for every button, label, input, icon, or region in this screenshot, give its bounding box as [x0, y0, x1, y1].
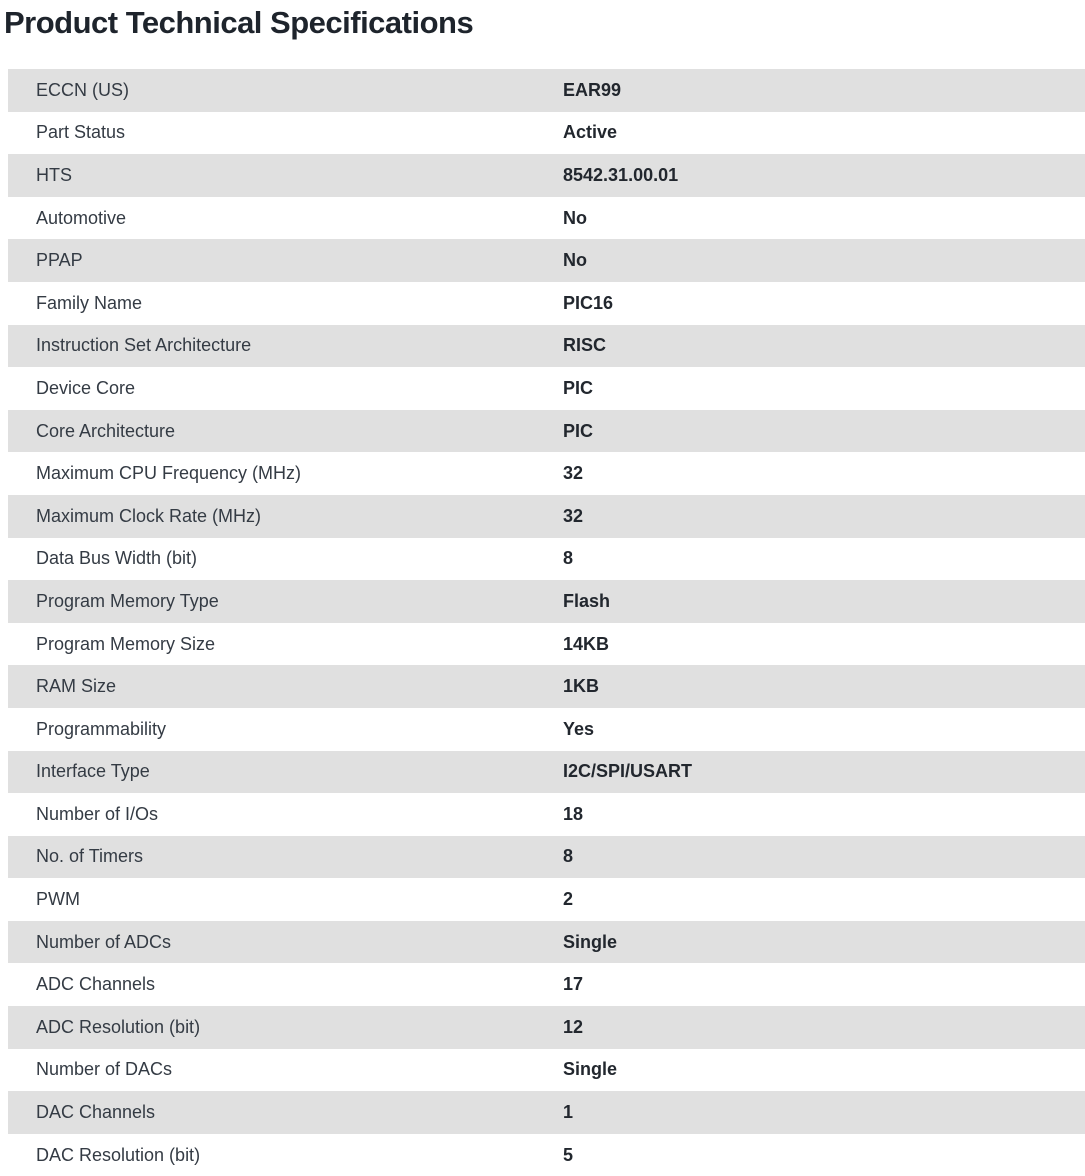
spec-label: Number of I/Os	[36, 803, 159, 824]
spec-value: PIC	[563, 377, 594, 398]
table-row	[8, 452, 1085, 495]
spec-label: Part Status	[36, 122, 126, 143]
spec-label: ADC Channels	[36, 974, 156, 995]
page-title: Product Technical Specifications	[4, 5, 474, 40]
spec-value: 2	[563, 889, 574, 910]
spec-value: 14KB	[563, 633, 610, 654]
spec-label: Family Name	[36, 292, 143, 313]
spec-label: Maximum CPU Frequency (MHz)	[36, 463, 302, 484]
spec-label: Core Architecture	[36, 420, 176, 441]
spec-value: 32	[563, 463, 584, 484]
table-row	[8, 836, 1085, 879]
spec-value: Yes	[563, 718, 595, 739]
spec-label: ADC Resolution (bit)	[36, 1016, 201, 1037]
spec-value: Active	[563, 122, 618, 143]
spec-value: 32	[563, 505, 584, 526]
table-row	[8, 963, 1085, 1006]
spec-label: Program Memory Size	[36, 633, 216, 654]
spec-label: Number of DACs	[36, 1059, 173, 1080]
spec-label: DAC Resolution (bit)	[36, 1144, 201, 1165]
spec-label: HTS	[36, 164, 72, 185]
spec-value: PIC	[563, 420, 594, 441]
table-row	[8, 69, 1085, 112]
table-row	[8, 325, 1085, 368]
spec-label: No. of Timers	[36, 846, 144, 867]
spec-label: Data Bus Width (bit)	[36, 548, 198, 569]
spec-label: RAM Size	[36, 676, 117, 697]
spec-value: 8	[563, 846, 574, 867]
table-row	[8, 538, 1085, 581]
spec-label: Automotive	[36, 207, 127, 228]
spec-value: I2C/SPI/USART	[563, 761, 693, 782]
spec-label: Number of ADCs	[36, 931, 172, 952]
spec-label: PWM	[36, 889, 80, 910]
spec-label: PPAP	[36, 250, 83, 271]
spec-value: 5	[563, 1144, 574, 1165]
table-row	[8, 580, 1085, 623]
spec-label: ECCN (US)	[36, 79, 129, 100]
spec-value: Flash	[563, 590, 611, 611]
table-row	[8, 1049, 1085, 1092]
table-row	[8, 708, 1085, 751]
spec-value: 1	[563, 1102, 574, 1123]
spec-label: DAC Channels	[36, 1102, 156, 1123]
table-row	[8, 197, 1085, 240]
spec-value: 18	[563, 803, 584, 824]
table-row	[8, 921, 1085, 964]
spec-label: Maximum Clock Rate (MHz)	[36, 505, 262, 526]
spec-value: No	[563, 207, 587, 228]
spec-value: 17	[563, 974, 584, 995]
spec-value: 8	[563, 548, 574, 569]
spec-label: Programmability	[36, 718, 167, 739]
table-row	[8, 112, 1085, 155]
spec-value: RISC	[563, 335, 607, 356]
spec-value: No	[563, 250, 587, 271]
table-row	[8, 239, 1085, 282]
spec-value: 1KB	[563, 676, 600, 697]
table-row	[8, 1134, 1085, 1176]
table-row	[8, 1006, 1085, 1049]
spec-value: 12	[563, 1016, 584, 1037]
table-row	[8, 665, 1085, 708]
table-row	[8, 367, 1085, 410]
spec-label: Interface Type	[36, 761, 150, 782]
table-row	[8, 410, 1085, 453]
table-row	[8, 154, 1085, 197]
spec-value: PIC16	[563, 292, 614, 313]
table-row	[8, 623, 1085, 666]
spec-table	[8, 69, 1085, 1176]
table-row	[8, 878, 1085, 921]
table-row	[8, 282, 1085, 325]
table-row	[8, 793, 1085, 836]
spec-value: 8542.31.00.01	[563, 164, 679, 185]
spec-value: EAR99	[563, 79, 622, 100]
spec-value: Single	[563, 931, 618, 952]
spec-label: Device Core	[36, 377, 136, 398]
spec-label: Program Memory Type	[36, 590, 219, 611]
spec-label: Instruction Set Architecture	[36, 335, 252, 356]
table-row	[8, 1091, 1085, 1134]
table-row	[8, 495, 1085, 538]
table-row	[8, 751, 1085, 794]
spec-value: Single	[563, 1059, 618, 1080]
